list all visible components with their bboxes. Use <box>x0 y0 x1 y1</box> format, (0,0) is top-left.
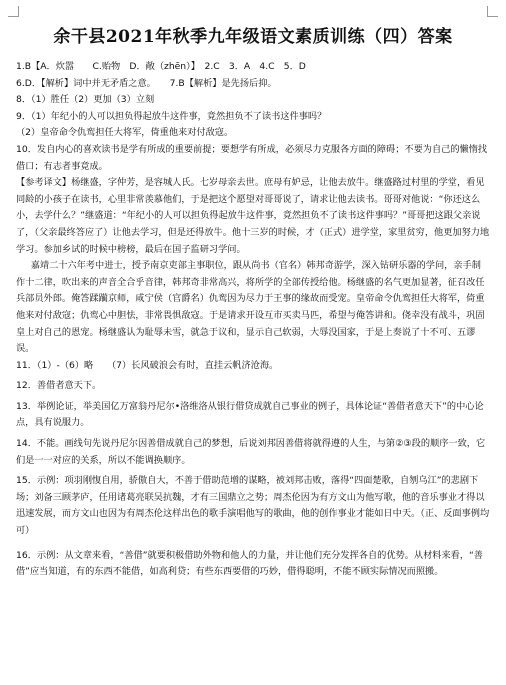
answer-line-14: 14．不能。画线句先说丹尼尔因善借成就自己的梦想，后说刘邦因善借将就得遵的人生，与第②③段的顺序一致，它们是一一对应的关系，所以不能调换顺序。 <box>16 438 486 466</box>
answer-line-1-5: 1.B【A．炊嚣 C.贻物 D．敞（zhēn）】 2.C 3．A 4.C 5．D <box>16 61 306 72</box>
document-title: 余干县2021年秋季九年级语文素质训练（四）答案 <box>53 27 453 47</box>
answer-line-9-1: 9．（1）年纪小的人可以担负得起放牛这件事，竟然担负不了读书这件事吗？ <box>16 110 327 122</box>
corner-mark-top-left <box>8 6 19 17</box>
answer-line-16: 16．示例：从文章来看，“善借”就要积极借助外物和他人的力量，并让他们充分发挥各自的优势。从材料来看，“善借”应当知道，有的东西不能借，如高利贷；有些东西要借的巧妙，借得聪明，不能不顾实际情况而照搬。 <box>16 549 483 578</box>
answer-line-13: 13．举例论证，举美国亿万富翁丹尼尔•洛维洛从银行借贷成就自己事业的例子，具体论证“善借者意天下”的中心论点，具有说服力。 <box>16 400 484 429</box>
corner-mark-top-right <box>487 6 498 17</box>
answer-line-10: 10．发自内心的喜欢读书是学有所成的重要前提；要想学有所成，必须尽力克服各方面的障碍；不要为自己的懒惰找借口；有志者事竟成。 <box>16 143 488 172</box>
answer-line-11: 11．（1）-（6）略 （7）长风破浪会有时，直挂云帆济沧海。 <box>16 359 279 371</box>
answer-line-9-2: （2）皇帝命令仇鸾担任大将军，倚重他来对付敌寇。 <box>16 127 234 139</box>
answer-line-12: 12．善借者意天下。 <box>16 380 102 392</box>
answer-content <box>16 59 490 581</box>
answer-line-15: 15．示例：项羽刚愎自用，骄傲自大，不善于借助范增的谋略，被刘邦击败，落得“四面楚歌，自刎乌江”的悲剧下场；刘备三顾茅庐，任用诸葛亮联吴抗魏，才有三国鼎立之势；周杰伦因为有方文山为他写歌，他的音乐事业才得以迅速发展，而方文山也因为有周杰伦这样出色的歌手演唱他写的歌曲，他的创作事业才能如日中天。（正、反面事例均可） <box>16 475 490 537</box>
answer-line-6-7: 6.D．【解析】词中并无矛盾之意。 7.B【解析】是先扬后抑。 <box>16 77 277 89</box>
answer-line-8: 8．（1）胜任（2）更加（3）立刻 <box>16 94 155 106</box>
translation-paragraph-2: 嘉靖二十六年考中进士，授予南京吏部主事职位，跟从尚书（官名）韩邦奇游学，深入钻研乐器的学问，亲手制作十二律，吹出来的声音全合乎音律，韩邦奇非常高兴，将所学的全部传授给他。杨继盛的名气更加显著，征召改任兵部员外郎。俺答蹂躏京师，咸宁侯（官爵名）仇鸾因为尽力于王事的缘故而受宠。皇帝命令仇鸾担任大将军，倚重他来对付敌寇；仇鸾心中胆怯，非常畏惧敌寇。于是请求开设互市买卖马匹，希望与俺答讲和。侥幸没有战斗，巩固皇上对自己的恩宠。杨继盛认为耻辱未雪，就急于议和，显示自己软弱，大辱没国家，于是上奏说了十不可、五谬误。 <box>16 260 485 355</box>
translation-paragraph-1: 【参考译文】杨继盛，字仲芳，是容城人氏。七岁母亲去世。庶母有妒忌，让他去放牛。继盛路过村里的学堂，看见同龄的小孩子在读书，心里非常羡慕他们，于是把这个愿望对哥哥说了，请求让他去读书。哥哥对他说：“你还这么小，去学什么？”继盛道：“年纪小的人可以担负得起放牛这件事，竟然担负不了读书这件事吗？”哥哥把这跟父亲说了，（父亲最终答应了）让他去学习，但是还得放牛。他十三岁的时候，才（正式）进学堂，家里贫穷，他更加努力地学习。参加乡试的时候中榜榜，最后在国子监研习学问。 <box>16 177 490 255</box>
